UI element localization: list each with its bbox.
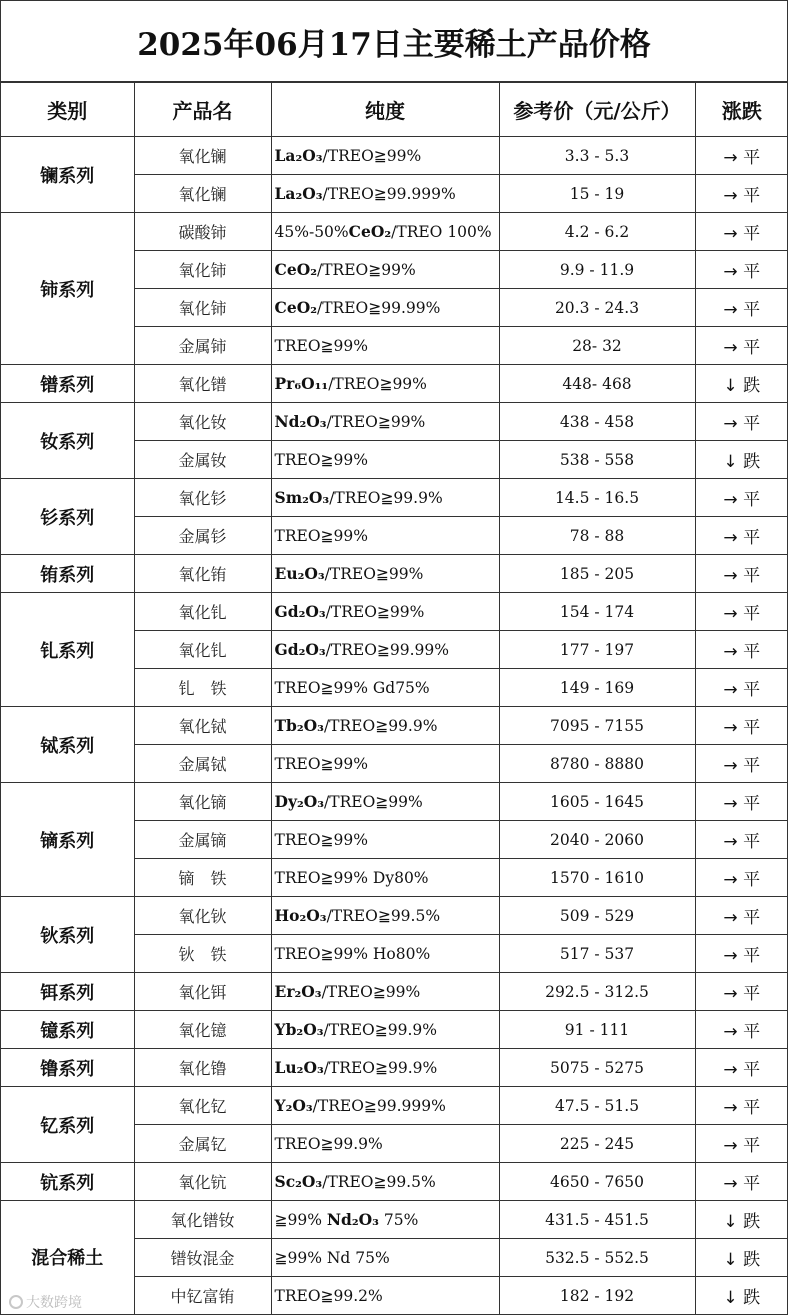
change-cell: → 平 bbox=[695, 479, 788, 517]
category-cell: 镧系列 bbox=[1, 137, 134, 213]
product-cell: 氧化镧 bbox=[134, 137, 271, 175]
change-cell: → 平 bbox=[695, 1049, 788, 1087]
price-cell: 91 - 111 bbox=[499, 1011, 695, 1049]
product-cell: 氧化镥 bbox=[134, 1049, 271, 1087]
price-cell: 438 - 458 bbox=[499, 403, 695, 441]
change-cell: → 平 bbox=[695, 1087, 788, 1125]
purity-formula: Eu₂O₃ bbox=[274, 564, 325, 583]
purity-cell bbox=[271, 707, 499, 745]
product-cell: 氧化钪 bbox=[134, 1163, 271, 1201]
purity-formula: La₂O₃ bbox=[274, 146, 323, 165]
table-row bbox=[1, 593, 788, 631]
change-cell: → 平 bbox=[695, 289, 788, 327]
product-cell: 金属镝 bbox=[134, 821, 271, 859]
product-cell: 金属铈 bbox=[134, 327, 271, 365]
category-cell: 镨系列 bbox=[1, 365, 134, 403]
price-cell: 47.5 - 51.5 bbox=[499, 1087, 695, 1125]
purity-cell bbox=[271, 1239, 499, 1277]
purity-formula: Sc₂O₃ bbox=[274, 1172, 323, 1191]
purity-formula: CeO₂ bbox=[274, 260, 317, 279]
change-cell: ↓ 跌 bbox=[695, 365, 788, 403]
price-cell: 177 - 197 bbox=[499, 631, 695, 669]
purity-text: TREO≧99% bbox=[274, 754, 368, 773]
purity-text: TREO≧99% bbox=[274, 830, 368, 849]
purity-formula: Gd₂O₃ bbox=[274, 640, 326, 659]
change-cell: → 平 bbox=[695, 555, 788, 593]
purity-text: /TREO≧99.99% bbox=[325, 641, 449, 659]
header-change: 涨跌 bbox=[695, 83, 788, 137]
change-cell: → 平 bbox=[695, 327, 788, 365]
price-cell: 1570 - 1610 bbox=[499, 859, 695, 897]
purity-text: TREO≧99% bbox=[274, 336, 368, 355]
price-table bbox=[1, 82, 788, 1315]
price-cell: 154 - 174 bbox=[499, 593, 695, 631]
product-cell: 氧化镨 bbox=[134, 365, 271, 403]
table-row bbox=[1, 1049, 788, 1087]
price-cell: 4.2 - 6.2 bbox=[499, 213, 695, 251]
purity-cell bbox=[271, 1125, 499, 1163]
page-title: 2025年06月17日主要稀土产品价格 bbox=[1, 1, 787, 82]
price-cell: 14.5 - 16.5 bbox=[499, 479, 695, 517]
product-cell: 氧化镧 bbox=[134, 175, 271, 213]
price-cell: 20.3 - 24.3 bbox=[499, 289, 695, 327]
purity-text: TREO≧99% Gd75% bbox=[274, 678, 430, 697]
price-cell: 5075 - 5275 bbox=[499, 1049, 695, 1087]
category-cell: 钕系列 bbox=[1, 403, 134, 479]
table-row bbox=[1, 1087, 788, 1125]
purity-formula: CeO₂ bbox=[348, 222, 392, 241]
purity-text: TREO≧99.9% bbox=[274, 1134, 383, 1153]
price-cell: 7095 - 7155 bbox=[499, 707, 695, 745]
change-cell: ↓ 跌 bbox=[695, 1239, 788, 1277]
product-cell: 氧化钬 bbox=[134, 897, 271, 935]
price-cell: 8780 - 8880 bbox=[499, 745, 695, 783]
product-cell: 镨钕混金 bbox=[134, 1239, 271, 1277]
purity-cell bbox=[271, 973, 499, 1011]
change-cell: → 平 bbox=[695, 631, 788, 669]
change-cell: → 平 bbox=[695, 783, 788, 821]
purity-text: /TREO≧99.99% bbox=[317, 299, 441, 317]
product-cell: 氧化镝 bbox=[134, 783, 271, 821]
purity-text: /TREO≧99% bbox=[317, 261, 416, 279]
purity-cell bbox=[271, 289, 499, 327]
price-cell: 182 - 192 bbox=[499, 1277, 695, 1315]
price-cell: 532.5 - 552.5 bbox=[499, 1239, 695, 1277]
purity-text: /TREO≧99.9% bbox=[329, 489, 443, 507]
purity-text: /TREO≧99.9% bbox=[323, 717, 438, 735]
purity-cell bbox=[271, 1087, 499, 1125]
change-cell: → 平 bbox=[695, 251, 788, 289]
product-cell: 钬 铁 bbox=[134, 935, 271, 973]
price-cell: 1605 - 1645 bbox=[499, 783, 695, 821]
purity-text: TREO≧99.2% bbox=[274, 1286, 383, 1305]
table-row bbox=[1, 783, 788, 821]
purity-cell bbox=[271, 403, 499, 441]
category-cell: 镝系列 bbox=[1, 783, 134, 897]
product-cell: 氧化镱 bbox=[134, 1011, 271, 1049]
price-cell: 185 - 205 bbox=[499, 555, 695, 593]
purity-cell bbox=[271, 517, 499, 555]
category-cell: 铽系列 bbox=[1, 707, 134, 783]
product-cell: 氧化钐 bbox=[134, 479, 271, 517]
category-cell: 钪系列 bbox=[1, 1163, 134, 1201]
header-purity: 纯度 bbox=[271, 83, 499, 137]
table-row bbox=[1, 403, 788, 441]
change-cell: → 平 bbox=[695, 973, 788, 1011]
change-cell: → 平 bbox=[695, 1125, 788, 1163]
purity-text: /TREO≧99% bbox=[328, 375, 427, 393]
product-cell: 金属钇 bbox=[134, 1125, 271, 1163]
price-cell: 517 - 537 bbox=[499, 935, 695, 973]
purity-formula: Sm₂O₃ bbox=[274, 488, 330, 507]
category-cell: 混合稀土 bbox=[1, 1201, 134, 1315]
purity-formula: Er₂O₃ bbox=[274, 982, 322, 1001]
table-row bbox=[1, 1163, 788, 1201]
purity-cell bbox=[271, 669, 499, 707]
table-row bbox=[1, 1201, 788, 1239]
product-cell: 碳酸铈 bbox=[134, 213, 271, 251]
purity-text: TREO≧99% Ho80% bbox=[274, 944, 431, 963]
change-cell: → 平 bbox=[695, 403, 788, 441]
change-cell: → 平 bbox=[695, 175, 788, 213]
change-cell: → 平 bbox=[695, 745, 788, 783]
price-cell: 15 - 19 bbox=[499, 175, 695, 213]
product-cell: 氧化钇 bbox=[134, 1087, 271, 1125]
table-row bbox=[1, 137, 788, 175]
product-cell: 氧化铕 bbox=[134, 555, 271, 593]
purity-text: /TREO≧99.5% bbox=[326, 907, 441, 925]
purity-text: /TREO≧99.9% bbox=[323, 1021, 437, 1039]
purity-text: /TREO≧99% bbox=[325, 603, 425, 621]
price-cell: 538 - 558 bbox=[499, 441, 695, 479]
purity-text: ≧99% bbox=[274, 1211, 327, 1229]
price-cell: 448- 468 bbox=[499, 365, 695, 403]
change-cell: → 平 bbox=[695, 897, 788, 935]
purity-cell bbox=[271, 365, 499, 403]
purity-cell bbox=[271, 1011, 499, 1049]
purity-cell bbox=[271, 1049, 499, 1087]
header-row bbox=[1, 83, 788, 137]
purity-formula: Gd₂O₃ bbox=[274, 602, 326, 621]
product-cell: 中钇富铕 bbox=[134, 1277, 271, 1315]
category-cell: 钐系列 bbox=[1, 479, 134, 555]
purity-text: /TREO≧99% bbox=[321, 983, 421, 1001]
purity-cell bbox=[271, 251, 499, 289]
purity-formula: CeO₂ bbox=[274, 298, 317, 317]
price-cell: 4650 - 7650 bbox=[499, 1163, 695, 1201]
change-cell: → 平 bbox=[695, 137, 788, 175]
change-cell: → 平 bbox=[695, 213, 788, 251]
purity-text: /TREO≧99% bbox=[324, 793, 423, 811]
category-cell: 镱系列 bbox=[1, 1011, 134, 1049]
purity-cell bbox=[271, 783, 499, 821]
purity-cell bbox=[271, 859, 499, 897]
purity-formula: La₂O₃ bbox=[274, 184, 323, 203]
change-cell: → 平 bbox=[695, 859, 788, 897]
category-cell: 铕系列 bbox=[1, 555, 134, 593]
purity-cell bbox=[271, 897, 499, 935]
watermark-text: 大数跨境 bbox=[26, 1295, 82, 1311]
change-cell: ↓ 跌 bbox=[695, 1201, 788, 1239]
change-cell: ↓ 跌 bbox=[695, 441, 788, 479]
product-cell: 氧化铈 bbox=[134, 289, 271, 327]
price-cell: 28- 32 bbox=[499, 327, 695, 365]
change-cell: → 平 bbox=[695, 517, 788, 555]
purity-cell bbox=[271, 479, 499, 517]
purity-cell bbox=[271, 555, 499, 593]
price-cell: 292.5 - 312.5 bbox=[499, 973, 695, 1011]
purity-formula: Tb₂O₃ bbox=[274, 716, 324, 735]
change-cell: → 平 bbox=[695, 821, 788, 859]
product-cell: 金属钐 bbox=[134, 517, 271, 555]
purity-formula: Lu₂O₃ bbox=[274, 1058, 324, 1077]
purity-formula: Nd₂O₃ bbox=[274, 412, 327, 431]
purity-text: /TREO≧99.9% bbox=[323, 1059, 438, 1077]
category-cell: 铒系列 bbox=[1, 973, 134, 1011]
header-product: 产品名 bbox=[134, 83, 271, 137]
price-cell: 149 - 169 bbox=[499, 669, 695, 707]
change-cell: → 平 bbox=[695, 669, 788, 707]
purity-cell bbox=[271, 745, 499, 783]
product-cell: 氧化钆 bbox=[134, 631, 271, 669]
purity-text: 75% bbox=[378, 1211, 419, 1229]
table-row bbox=[1, 973, 788, 1011]
product-cell: 镝 铁 bbox=[134, 859, 271, 897]
purity-text: TREO≧99% Dy80% bbox=[274, 868, 429, 887]
table-row bbox=[1, 1011, 788, 1049]
purity-text: /TREO≧99% bbox=[324, 565, 424, 583]
price-cell: 9.9 - 11.9 bbox=[499, 251, 695, 289]
change-cell: → 平 bbox=[695, 707, 788, 745]
category-cell: 钇系列 bbox=[1, 1087, 134, 1163]
watermark-logo-icon bbox=[9, 1295, 23, 1309]
change-cell: → 平 bbox=[695, 1163, 788, 1201]
purity-formula: Nd₂O₃ bbox=[326, 1210, 379, 1229]
table-row bbox=[1, 897, 788, 935]
purity-formula: Dy₂O₃ bbox=[274, 792, 325, 811]
change-cell: → 平 bbox=[695, 935, 788, 973]
purity-formula: Y₂O₃ bbox=[274, 1096, 313, 1115]
purity-text: TREO≧99% bbox=[274, 526, 368, 545]
purity-cell bbox=[271, 935, 499, 973]
purity-cell bbox=[271, 213, 499, 251]
product-cell: 氧化镨钕 bbox=[134, 1201, 271, 1239]
product-cell: 钆 铁 bbox=[134, 669, 271, 707]
table-body bbox=[1, 137, 788, 1315]
header-price: 参考价（元/公斤） bbox=[499, 83, 695, 137]
purity-cell bbox=[271, 175, 499, 213]
purity-text: 45%-50% bbox=[274, 223, 349, 241]
purity-text: /TREO 100% bbox=[391, 223, 492, 241]
purity-text: ≧99% Nd 75% bbox=[274, 1248, 390, 1267]
purity-text: /TREO≧99.5% bbox=[322, 1173, 436, 1191]
purity-cell bbox=[271, 137, 499, 175]
purity-cell bbox=[271, 441, 499, 479]
purity-text: /TREO≧99% bbox=[326, 413, 426, 431]
product-cell: 金属铽 bbox=[134, 745, 271, 783]
table-row bbox=[1, 707, 788, 745]
product-cell: 氧化铽 bbox=[134, 707, 271, 745]
purity-cell bbox=[271, 821, 499, 859]
change-cell: → 平 bbox=[695, 593, 788, 631]
table-row bbox=[1, 365, 788, 403]
watermark bbox=[9, 1292, 82, 1312]
purity-text: /TREO≧99% bbox=[322, 147, 422, 165]
price-cell: 509 - 529 bbox=[499, 897, 695, 935]
price-cell: 431.5 - 451.5 bbox=[499, 1201, 695, 1239]
category-cell: 钬系列 bbox=[1, 897, 134, 973]
price-cell: 2040 - 2060 bbox=[499, 821, 695, 859]
product-cell: 氧化钆 bbox=[134, 593, 271, 631]
table-row bbox=[1, 213, 788, 251]
purity-formula: Ho₂O₃ bbox=[274, 906, 327, 925]
purity-text: /TREO≧99.999% bbox=[322, 185, 456, 203]
purity-cell bbox=[271, 593, 499, 631]
change-cell: → 平 bbox=[695, 1011, 788, 1049]
purity-cell bbox=[271, 631, 499, 669]
purity-text: TREO≧99% bbox=[274, 450, 368, 469]
category-cell: 钆系列 bbox=[1, 593, 134, 707]
purity-formula: Yb₂O₃ bbox=[274, 1020, 324, 1039]
category-cell: 铈系列 bbox=[1, 213, 134, 365]
purity-cell bbox=[271, 1201, 499, 1239]
category-cell: 镥系列 bbox=[1, 1049, 134, 1087]
table-row bbox=[1, 479, 788, 517]
product-cell: 氧化钕 bbox=[134, 403, 271, 441]
purity-text: /TREO≧99.999% bbox=[312, 1097, 446, 1115]
price-cell: 78 - 88 bbox=[499, 517, 695, 555]
purity-cell bbox=[271, 1277, 499, 1315]
price-cell: 3.3 - 5.3 bbox=[499, 137, 695, 175]
product-cell: 金属钕 bbox=[134, 441, 271, 479]
product-cell: 氧化铈 bbox=[134, 251, 271, 289]
product-cell: 氧化铒 bbox=[134, 973, 271, 1011]
change-cell: ↓ 跌 bbox=[695, 1277, 788, 1315]
purity-cell bbox=[271, 1163, 499, 1201]
table-row bbox=[1, 555, 788, 593]
header-category: 类别 bbox=[1, 83, 134, 137]
purity-cell bbox=[271, 327, 499, 365]
purity-formula: Pr₆O₁₁ bbox=[274, 374, 329, 393]
price-cell: 225 - 245 bbox=[499, 1125, 695, 1163]
